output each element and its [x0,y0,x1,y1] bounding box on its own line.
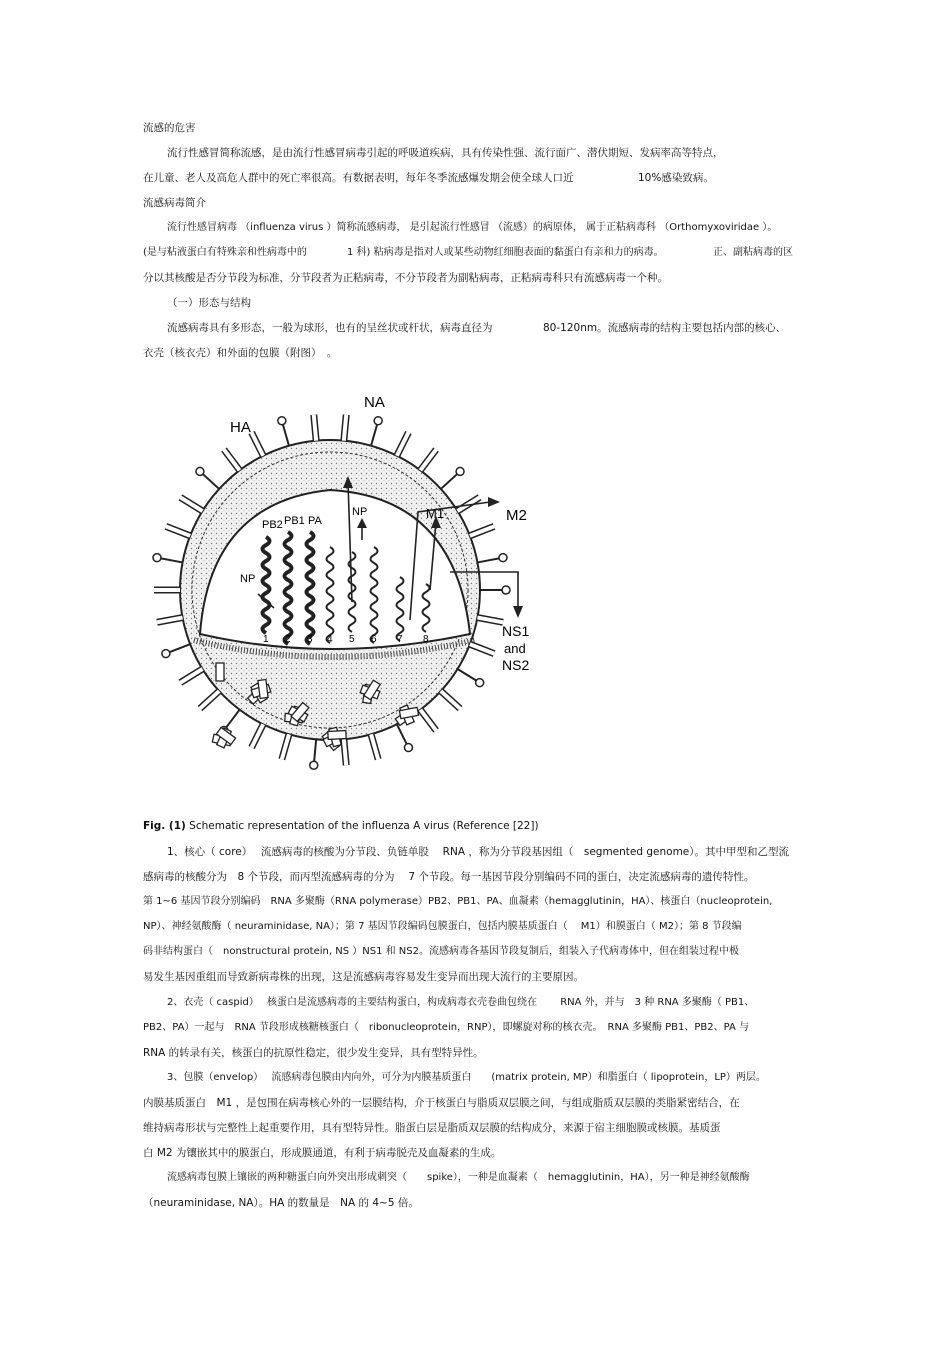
ha-spike [371,734,378,759]
p6-line4: 白 M2 为镶嵌其中的膜蛋白，形成膜通道，有利于病毒脱壳及血凝素的生成。 [143,1147,502,1159]
ha-spike [252,432,264,455]
ha-spike [180,497,202,511]
segment-label-2: 2 [285,634,291,645]
label-and: and [504,641,526,656]
para1-line2: 在儿童、老人及高危人群中的死亡率很高。有数据表明，每年冬季流感爆发期会使全球人口近 [143,172,574,184]
para3-line1a: 流感病毒具有多形态，一般为球形，也有的呈丝状或杆状，病毒直径为 [167,322,493,334]
na-spike [278,417,289,446]
na-spike [310,739,318,769]
para2-line1: 流行性感冒病毒 （influenza virus ）简称流感病毒， 是引起流行性感冒 （流感）的病原体， 属于正粘病毒科 （Orthomyxoviridae ）。 [167,222,778,233]
p6-line2: 内膜基质蛋白 M1 ，是包围在病毒核心外的一层膜结构，介于核蛋白与脂质双层膜之间，与组成脂质双层膜的类脂紧密结合，在 [143,1097,740,1109]
para1-line1: 流行性感冒简称流感，是由流行性感冒病毒引起的呼吸道疾病，具有传染性强、流行面广、潜伏期短、发病率高等特点， [167,147,724,159]
p5-line1: 2、衣壳（ caspid） 核蛋白是流感病毒的主要结构蛋白，构成病毒衣壳卷曲包绕在 RNA 外，并与 3 种 RNA 多聚酶（ PB1、 [167,997,755,1008]
label-ha: HA [230,419,251,436]
para3-line2: 衣壳（核衣壳）和外面的包膜（附图） 。 [143,347,338,359]
label-na: NA [364,394,385,411]
para2-line2c: 正、副粘病毒的区 [713,247,793,258]
ha-spike [180,669,202,683]
front-spike [328,731,346,740]
para2-line2b: 1 科) 粘病毒是指对人或某些动物红细胞表面的黏蛋白有亲和力的病毒。 [347,247,664,258]
p4-line3: 第 1~6 基因节段分别编码 RNA 多聚酶（RNA polymerase）PB2、PB1、PA、血凝素（hemagglutinin，HA）、核蛋白（nucleoprotein, [143,896,773,907]
ha-spike [420,450,436,471]
segment-label-4: 4 [327,634,333,645]
heading-virus-intro: 流感病毒简介 [143,197,206,209]
label-pb1: PB1 [284,515,305,527]
na-spike [371,417,382,446]
ha-spike [157,618,183,623]
label-pa: PA [308,515,322,527]
p6-line1: 3、包膜（envelop） 流感病毒包膜由内向外，可分为内膜基质蛋白 (matrix protein, MP）和脂蛋白（ lipoprotein，LP）两层。 [167,1072,766,1083]
p4-line6: 易发生基因重组而导致新病毒株的出现，这是流感病毒容易发生变异而出现大流行的主要原因。 [143,971,584,983]
heading-influenza-harm: 流感的危害 [143,122,196,134]
figure-caption [143,820,539,832]
na-spike [441,467,464,489]
para3-line1b: 80-120nm。流感病毒的结构主要包括内部的核心、 [543,322,787,334]
segment-label-3: 3 [307,634,313,645]
na-spike [162,644,190,657]
para1-line2b: 10%感染致病。 [638,172,714,184]
ha-spike [224,450,240,471]
segment-label-8: 8 [423,634,429,645]
label-m1: M1 [426,506,445,521]
segment-label-6: 6 [371,634,377,645]
ha-spike [470,526,494,535]
ha-spike [200,691,219,709]
segment-label-5: 5 [349,634,355,645]
ha-spike [314,415,316,441]
ha-spike [344,739,346,765]
virus-diagram-svg [150,372,590,800]
label-np-top: NP [352,506,368,518]
ha-spike [344,415,346,441]
p5-line3: RNA 的转录有关，核蛋白的抗原性稳定，很少发生变异，具有型特异性。 [143,1047,484,1059]
rnp-segment-3 [307,532,314,644]
p7-line2: （neuraminidase, NA）。HA 的数量是 NA 的 4~5 倍。 [143,1197,419,1209]
na-spike [153,554,183,563]
p4-line1: 1、核心（ core） 流感病毒的核酸为分节段、负链单股 RNA ，称为分节段基因组（ segmented genome）。其中甲型和乙型流 [167,846,790,858]
na-spike [196,467,219,489]
label-ns2: NS2 [502,657,530,673]
virus-diagram [150,372,590,800]
arrow-head-m2 [488,497,500,507]
rnp-segment-2 [285,532,292,644]
ha-spike [441,691,460,709]
para2-line2a: (是与粘液蛋白有特殊亲和性病毒中的 [143,247,307,258]
p4-line5: 码非结构蛋白（ nonstructural protein, NS ）NS1 和 NS2。流感病毒各基因节段复制后，组装入子代病毒体中，但在组装过程中极 [143,946,739,957]
ha-spike [282,734,289,759]
para2-line3: 分以其核酸是否分节段为标准，分节段者为正粘病毒，不分节段者为副粘病毒，正粘病毒科只有流感病毒一个种。 [143,272,668,284]
caption-text: Schematic representation of the influenza A virus (Reference [22]) [185,820,539,832]
p6-line3: 维持病毒形状与完整性上起重要作用，具有型特异性。脂蛋白层是脂质双层膜的结构成分，来源于宿主细胞膜或核膜。基质蛋 [143,1122,721,1134]
caption-label: Fig. (1) [143,820,186,832]
ha-spike [420,710,436,731]
na-spike [477,554,507,563]
ha-spike [397,432,409,455]
na-spike [397,724,413,751]
segment-label-1: 1 [263,634,269,645]
arrow-head-ns [513,606,523,618]
front-spike [258,680,268,699]
p5-line2: PB2、PA）一起与 RNA 节段形成核糖核蛋白（ ribonucleoprotein，RNP），即螺旋对称的核衣壳。 RNA 多聚酶 PB1、PB2、PA 与 [143,1022,750,1033]
na-spike [458,669,484,687]
na-spike [480,586,510,594]
label-m2: M2 [506,507,527,524]
label-np-left: NP [240,573,256,585]
ha-spike [252,724,264,747]
ha-spike [477,618,503,623]
p7-line1: 流感病毒包膜上镶嵌的两种糖蛋白向外突出形成刺突（ spike），一种是血凝素（ hemagglutinin，HA），另一种是神经氨酸酶 [167,1172,750,1183]
label-ns1: NS1 [502,623,530,639]
segment-label-7: 7 [397,634,403,645]
ha-spike [470,644,494,653]
p4-line4: NP）、神经氨酸酶（ neuraminidase, NA）；第 7 基因节段编码包膜蛋白，包括内膜基质蛋白（ M1）和膜蛋白（ M2）；第 8 节段编 [143,921,742,932]
heading-morphology: （一）形态与结构 [167,297,251,309]
p4-line2: 感病毒的核酸分为 8 个节段，而丙型流感病毒的分为 7 个节段。每一基因节段分别编码不同的蛋白，决定流感病毒的遗传特性。 [143,871,755,883]
front-spike [216,663,224,681]
ha-spike [166,526,190,535]
label-pb2: PB2 [262,519,283,531]
